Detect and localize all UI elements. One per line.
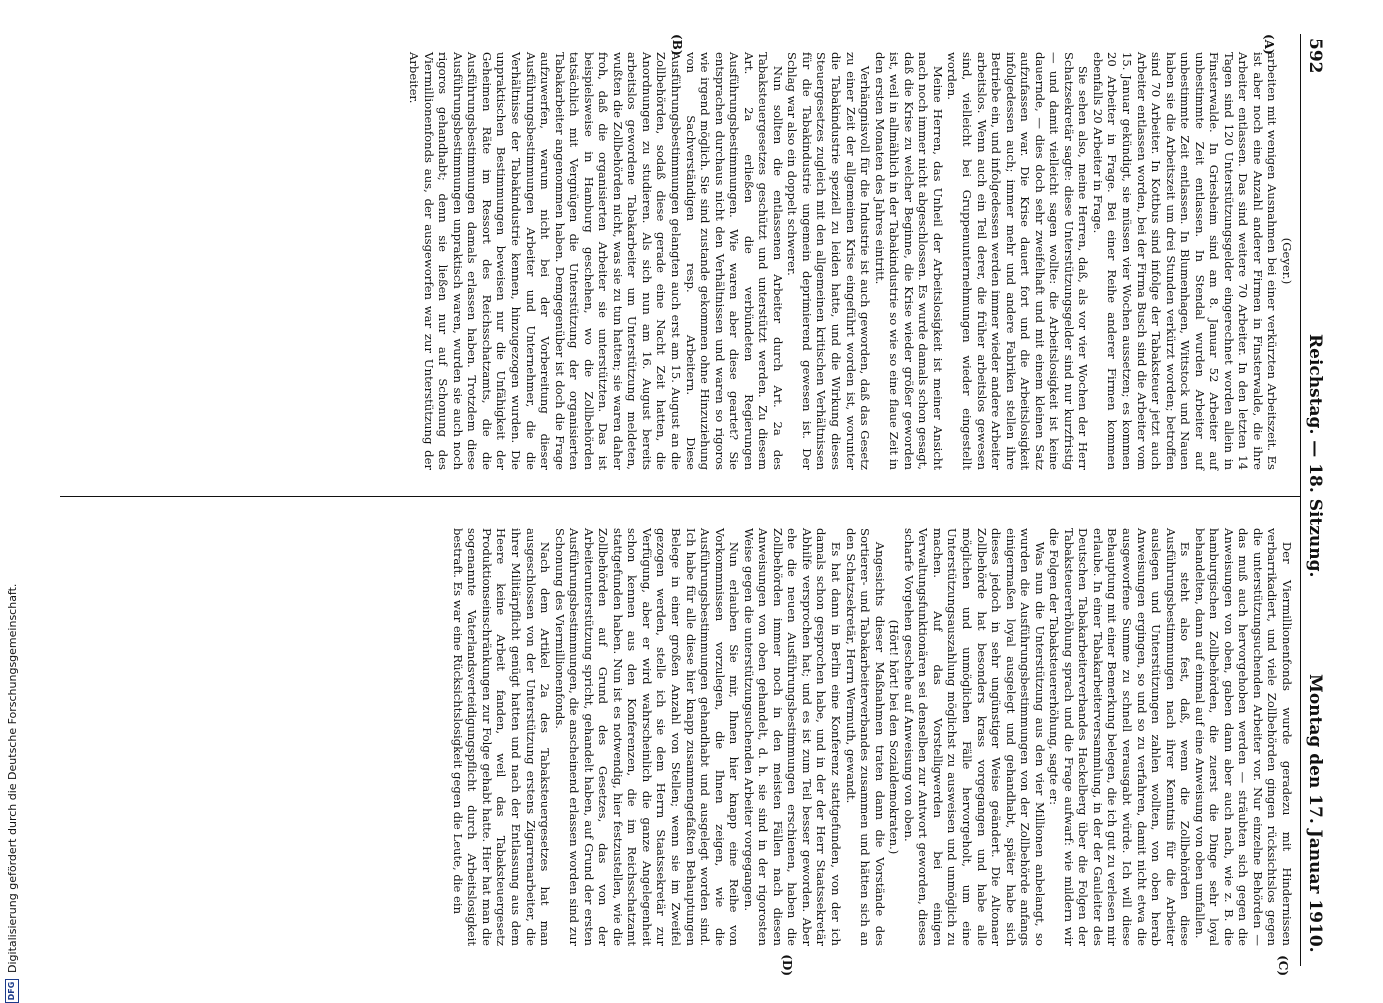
text-columns [60,34,1300,976]
left-column [407,34,1294,470]
paragraph: Angesichts dieser Maßnahmen traten dann die Vorstände des Sortierer- und Tabakarbeiterverbandes zusammen und hätten sich an den Schatzsekretär, Herrn Wermuth, gewandt. [843,528,887,946]
interjection: (Hört! hört! bei den Sozialdemokraten.) [887,619,902,855]
paragraph: Nach dem Artikel 2a des Tabaksteuergesetzes hat man ausgeschlossen von der Unterstützung erstens Zigarrenarbeiter, die ihrer Militärpflicht genügt hatten und nach der Entlassung aus dem Heere keine Arbeit fanden, weil das Tabaksteuergesetz Produktionseinschränkungen zur Folge gehabt hatte. Hier hat man die sogenannte Vaterlandsverteidigungspflicht durch Arbeitslosigkeit bestraft. Es war eine Rücksichtslosigkeit gegen die Leute, die ein [450,528,553,946]
digitization-credit: Digitalisierung gefördert durch die Deutsche Forschungsgemeinschaft. [5,583,19,973]
paragraph: Es hat dann in Berlin eine Konferenz stattgefunden, von der ich damals schon gesprochen habe, und in der der Herr Staatssekretär Abhilfe versprochen hat; und es ist zum Teil besser geworden. Aber ehe die neuen Ausführungsbestimmungen erschienen, haben die Zollbehörden immer noch in den meisten Fällen nach diesen Anweisungen von oben gehandelt, d. h. sie sind in der rigorosten Weise gegen die unterstützungsuchenden Arbeiter vorgegangen. [741,528,844,946]
paragraph: Sie sehen also, meine Herren, daß, als vor vier Wochen der Herr Schatzsekretär sagte: diese Unterstützungsgelder sind nur kurzfristig — und damit vielleicht sagen wollte: die Arbeitslosigkeit ist keine dauernde, — dies doch sehr zweifelhaft und mit einem kleinen Satz aufzufassen war. Die Krise dauert fort und die Arbeitslosigkeit infolgedessen auch; immer mehr und andere Fabriken stellen ihre Betriebe ein, und infolgedessen werden immer wieder andere Arbeiter arbeitslos. Wenn auch ein Teil derer, die früher arbeitslos gewesen sind, vielleicht bei Gruppenunternehmungen wieder eingestellt worden. [945,52,1091,470]
paragraph: Verhängnisvoll für die Industrie ist auch geworden, daß das Gesetz zu einer Zeit der allgemeinen Krise eingeführt worden ist, worunter die Tabakindustrie speziell zu leiden hatte, und die Wirkung dieses Steuergesetzes zugleich mit den allgemeinen kritischen Verhältnissen für die Tabakindustrie ungemein deprimierend gewesen ist. Der Schlag war also ein doppelt schwerer. [785,52,873,470]
page-title: Reichstag. — 18. Sitzung. [1305,334,1325,578]
paragraph: Es steht also fest, daß, wenn die Zollbehörden diese Ausführungsbestimmungen nach ihrer Kenntnis für die Arbeiter auslegen und Unterstützungen zahlen wollten, von oben herab Anweisungen ergingen, so und so zu verfahren, damit nicht etwa die ausgeworfene Summe zu schnell verausgabt würde. Ich will diese Behauptung mit einer Bemerkung belegen, die ich gut zu verlesen mir erlaube. In einer Tabakarbeiterversammlung, in der der Gauleiter des Deutschen Tabakarbeiterverbandes Hackelberg über die Folgen der Tabaksteuererhöhung sprach und die Frage aufwarf: wie mildern wir die Folgen der Tabaksteuererhöhung, sagte er: [1047,528,1193,946]
margin-marker-a: (A) [1262,34,1276,55]
page-number: 592 [1305,38,1325,74]
paragraph: Nun sollten die entlassenen Arbeiter durch Art. 2a des Tabaksteuergesetzes geschützt und unterstützt werden. Zu diesem Art. 2a erließen die verbündeten Regierungen Ausführungsbestimmungen. Wie waren aber diese geartet? Sie entsprachen durchaus nicht den Verhältnissen und waren so rigoros wie irgend möglich. Sie sind zustande gekommen ohne Hinzuziehung von Sachverständigen resp. Arbeitern. Diese Ausführungsbestimmungen gelangten auch erst am 15. August an die Zollbehörden, sodaß diese gerade eine Nacht Zeit hatten, die Anordnungen zu studieren. Als sich nun am 16. August bereits arbeitslos gewordene Tabakarbeiter um Unterstützung meldeten, wußten die Zollbehörden nicht, was sie zu tun hatten; sie waren daher froh, daß die organisierten Arbeiter sie unterstützten. Das ist beispielsweise in Hamburg geschehen, wo die Zollbehörden tatsächlich mit Vergnügen die Unterstützung der organisierten Tabakarbeiter angenommen haben. Demgegenüber ist doch die Frage aufzuwerfen, warum nicht bei der Vorbereitung dieser Ausführungsbestimmungen Arbeiter und Unternehmer, die die Verhältnisse der Tabakindustrie kennen, hinzugezogen wurden. Die unpraktischen Bestimmungen beweisen nur die Unfähigkeit der Geheimen Räte im Ressort des Reichsschatzamts, die die Ausführungsbestimmungen damals erlassen haben. Trotzdem diese Ausführungsbestimmungen unpraktisch waren, wurden sie auch noch rigoros gehandhabt; denn sie ließen nur auf Schonung des Viermillionenfonds aus, der ausgeworfen war zur Unterstützung der Arbeiter. [407,52,785,470]
quoted-paragraph: Was nun die Unterstützung aus den vier Millionen anbelangt, so wurden die Ausführungsbestimmungen von der Zollbehörde anfangs einigermaßen loyal ausgelegt und gehandhabt, später habe sich dieses jedoch in sehr ungünstiger Weise geändert. Die Altonaer Zollbehörde hat besonders krass vorgegangen und habe alle möglichen und unmöglichen Fälle hervorgeholt, um eine Unterstützungsauszahlung möglichst zu ausweisen und unmöglich zu machen. Auf das Vorstelligwerden bei einigen Verwaltungsfunktionären sei denselben zur Antwort geworden, dieses scharfe Vorgehen geschehe auf Anweisung von oben. [901,528,1047,946]
paragraph: Meine Herren, das Unheil der Arbeitslosigkeit ist meiner Ansicht nach noch immer nicht abgeschlossen. Es wurde damals schon gesagt, daß die Krise zu welcher Beginne, die Krise wieder größer geworden ist, weil in allmählich in der Tabakindustrie so wie so eine flaue Zeit in den ersten Monaten des Jahres eintritt. [872,52,945,470]
margin-marker-b: (B) [670,34,684,56]
document-page [35,0,1335,1000]
margin-marker-c: (C) [1276,955,1290,976]
digitization-footer [2,3,22,1003]
page-header [1300,34,1327,966]
speaker-label: (Geyer.) [1280,237,1294,285]
paragraph: arbeiten mit wenigen Ausnahmen bei einer verkürzten Arbeitszeit. Es ist aber noch eine Anzahl anderer Firmen in Finsterwalde, die ihre Arbeiter entlassen. Das sind weitere 70 Arbeiter. In den letzten 14 Tagen sind 120 Unterstützungsgelder eingerechnet worden allein in Finsterwalde. In Griesheim sind am 8. Januar 52 Arbeiter auf unbestimmte Zeit entlassen. In Stendal wurden Arbeiter auf unbestimmte Zeit entlassen. In Blumenhagen, Wittstock und Nauen haben sie die Arbeitszeit um drei Stunden verkürzt worden; betroffen sind 70 Arbeiter. In Kottbus sind infolge der Tabaksteuer jetzt auch Arbeiter entlassen worden, bei der Firma Busch sind die Arbeiter vom 15. Januar gekündigt, sie müssen vier Wochen aussetzen; es kommen 20 Arbeiter in Frage. Bei einer Reihe anderer Firmen kommen ebenfalls 20 Arbeiter in Frage. [1090,52,1280,470]
dfg-logo: DFG [5,979,19,1003]
margin-marker-d: (D) [780,954,794,976]
paragraph: Nun erlauben Sie mir, Ihnen hier knapp eine Reihe von Vorkommnissen vorzulegen, die Ihnen zeigen, wie die Ausführungsbestimmungen gehandhabt und ausgelegt worden sind. Ich habe für alle diese hier knapp zusammengefaßten Behauptungen Belege in einer großen Anzahl von Stellen; wenn sie im Zweifel gezogen werden, stelle ich sie dem Herrn Staatssekretär zur Verfügung, aber er wird wahrscheinlich die ganze Angelegenheit schon kennen aus den Konferenzen, die im Reichsschatzamt stattgefunden haben. Nun ist es notwendig, hier festzustellen, wie die Zollbehörden auf Grund des Gesetzes, das von der Arbeiterunterstützung spricht, gehandelt haben, auf Grund der ersten Ausführungsbestimmungen, die anscheinend erlassen worden sind zur Schonung des Viermillionenfonds. [552,528,742,946]
paragraph: Der Viermillionenfonds wurde geradezu mit Hindernissen verbarrikadiert, und viele Zollbehörden gingen rücksichtslos gegen die unterstützungsuchenden Arbeiter vor. Nur einzelne Behörden — das muß auch hervorgehoben werden — sträubten sich gegen die Anweisungen von oben, gaben dann aber auch nach, wie z. B. die hamburgischen Zollbehörden, die zuerst die Dinge sehr loyal behandelten, dann auf einmal auf eine Anweisung von oben umfallen. [1192,528,1294,946]
right-column [450,528,1294,976]
column-divider [60,496,1300,497]
page-date: Montag den 17. Januar 1910. [1305,674,1325,953]
